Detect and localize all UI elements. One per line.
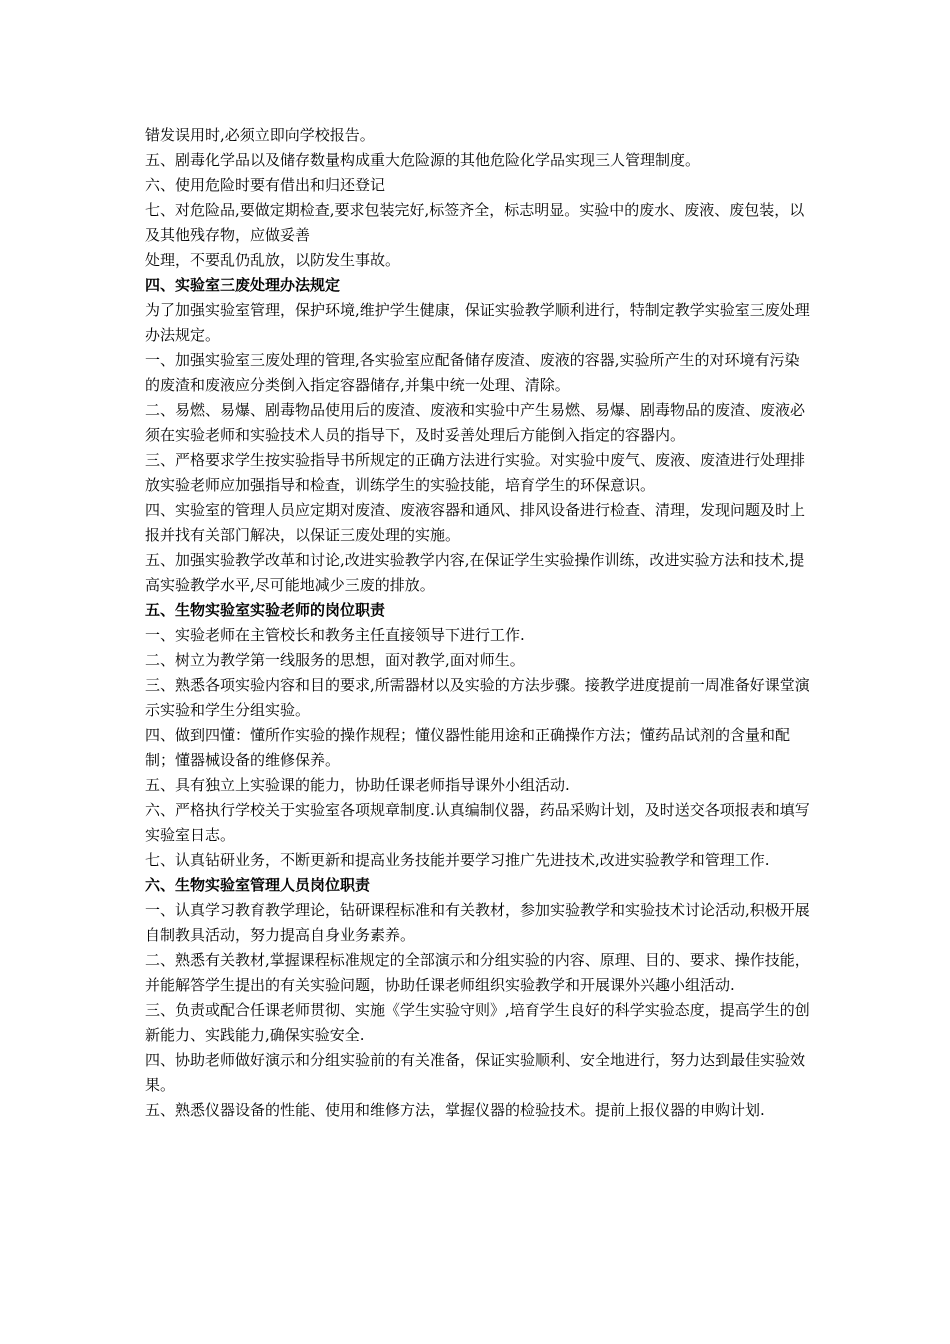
paragraph: 五、剧毒化学品以及储存数量构成重大危险源的其他危险化学品实现三人管理制度。 [145,151,701,169]
paragraph: 处理，不要乱仍乱放，以防发生事故。 [145,251,401,269]
paragraph: 五、加强实验教学改革和讨论,改进实验教学内容,在保证学生实验操作训练，改进实验方法和技术,提高实验教学水平,尽可能地减少三废的排放。 [145,551,805,594]
section-heading: 五、生物实验室实验老师的岗位职责 [145,601,386,619]
paragraph: 一、实验老师在主管校长和教务主任直接领导下进行工作. [145,626,525,644]
paragraph: 二、熟悉有关教材,掌握课程标准规定的全部演示和分组实验的内容、原理、目的、要求、操作技能，并能解答学生提出的有关实验问题，协助任课老师组织实验教学和开展课外兴趣小组活动. [145,951,810,994]
paragraph: 四、协助老师做好演示和分组实验前的有关准备，保证实验顺利、安全地进行，努力达到最佳实验效果。 [145,1051,806,1094]
paragraph: 六、严格执行学校关于实验室各项规章制度.认真编制仪器，药品采购计划，及时送交各项报表和填写实验室日志。 [145,801,810,844]
paragraph: 五、熟悉仪器设备的性能、使用和维修方法，掌握仪器的检验技术。提前上报仪器的申购计划. [145,1101,765,1119]
paragraph: 三、熟悉各项实验内容和目的要求,所需器材以及实验的方法步骤。接教学进度提前一周准备好课堂演示实验和学生分组实验。 [145,676,810,719]
paragraph: 四、实验室的管理人员应定期对废渣、废液容器和通风、排风设备进行检查、清理，发现问题及时上报并找有关部门解决，以保证三废处理的实施。 [145,501,806,544]
paragraph: 七、认真钻研业务，不断更新和提高业务技能并要学习推广先进技术,改进实验教学和管理工作. [145,851,770,869]
paragraph: 二、树立为教学第一线服务的思想，面对教学,面对师生。 [145,651,525,669]
paragraph: 五、具有独立上实验课的能力，协助任课老师指导课外小组活动. [145,776,570,794]
paragraph: 二、易燃、易爆、剧毒物品使用后的废渣、废液和实验中产生易燃、易爆、剧毒物品的废渣、废液必须在实验老师和实验技术人员的指导下，及时妥善处理后方能倒入指定的容器内。 [145,401,806,444]
section-heading: 四、实验室三废处理办法规定 [145,276,341,294]
paragraph: 七、对危险品,要做定期检查,要求包装完好,标签齐全，标志明显。实验中的废水、废液、废包装，以及其他残存物，应做妥善 [145,201,805,244]
paragraph: 为了加强实验室管理，保护环境,维护学生健康，保证实验教学顺利进行，特制定教学实验室三废处理办法规定。 [145,301,810,344]
paragraph: 六、使用危险时要有借出和归还登记 [145,176,386,194]
paragraph: 三、负责或配合任课老师贯彻、实施《学生实验守则》,培育学生良好的科学实验态度，提高学生的创新能力、实践能力,确保实验安全. [145,1001,810,1044]
document-page [145,123,810,1123]
paragraph: 四、做到四懂：懂所作实验的操作规程；懂仪器性能用途和正确操作方法；懂药品试剂的含量和配制；懂器械设备的维修保养。 [145,726,791,769]
paragraph: 三、严格要求学生按实验指导书所规定的正确方法进行实验。对实验中废气、废液、废渣进行处理排放实验老师应加强指导和检查，训练学生的实验技能，培育学生的环保意识。 [145,451,806,494]
paragraph: 错发误用时,必须立即向学校报告。 [145,126,375,144]
section-heading: 六、生物实验室管理人员岗位职责 [145,876,371,894]
paragraph: 一、加强实验室三废处理的管理,各实验室应配备储存废渣、废液的容器,实验所产生的对环境有污染的废渣和废液应分类倒入指定容器储存,并集中统一处理、清除。 [145,351,800,394]
paragraph: 一、认真学习教育教学理论，钻研课程标准和有关教材，参加实验教学和实验技术讨论活动,积极开展自制教具活动，努力提高自身业务素养。 [145,901,810,944]
